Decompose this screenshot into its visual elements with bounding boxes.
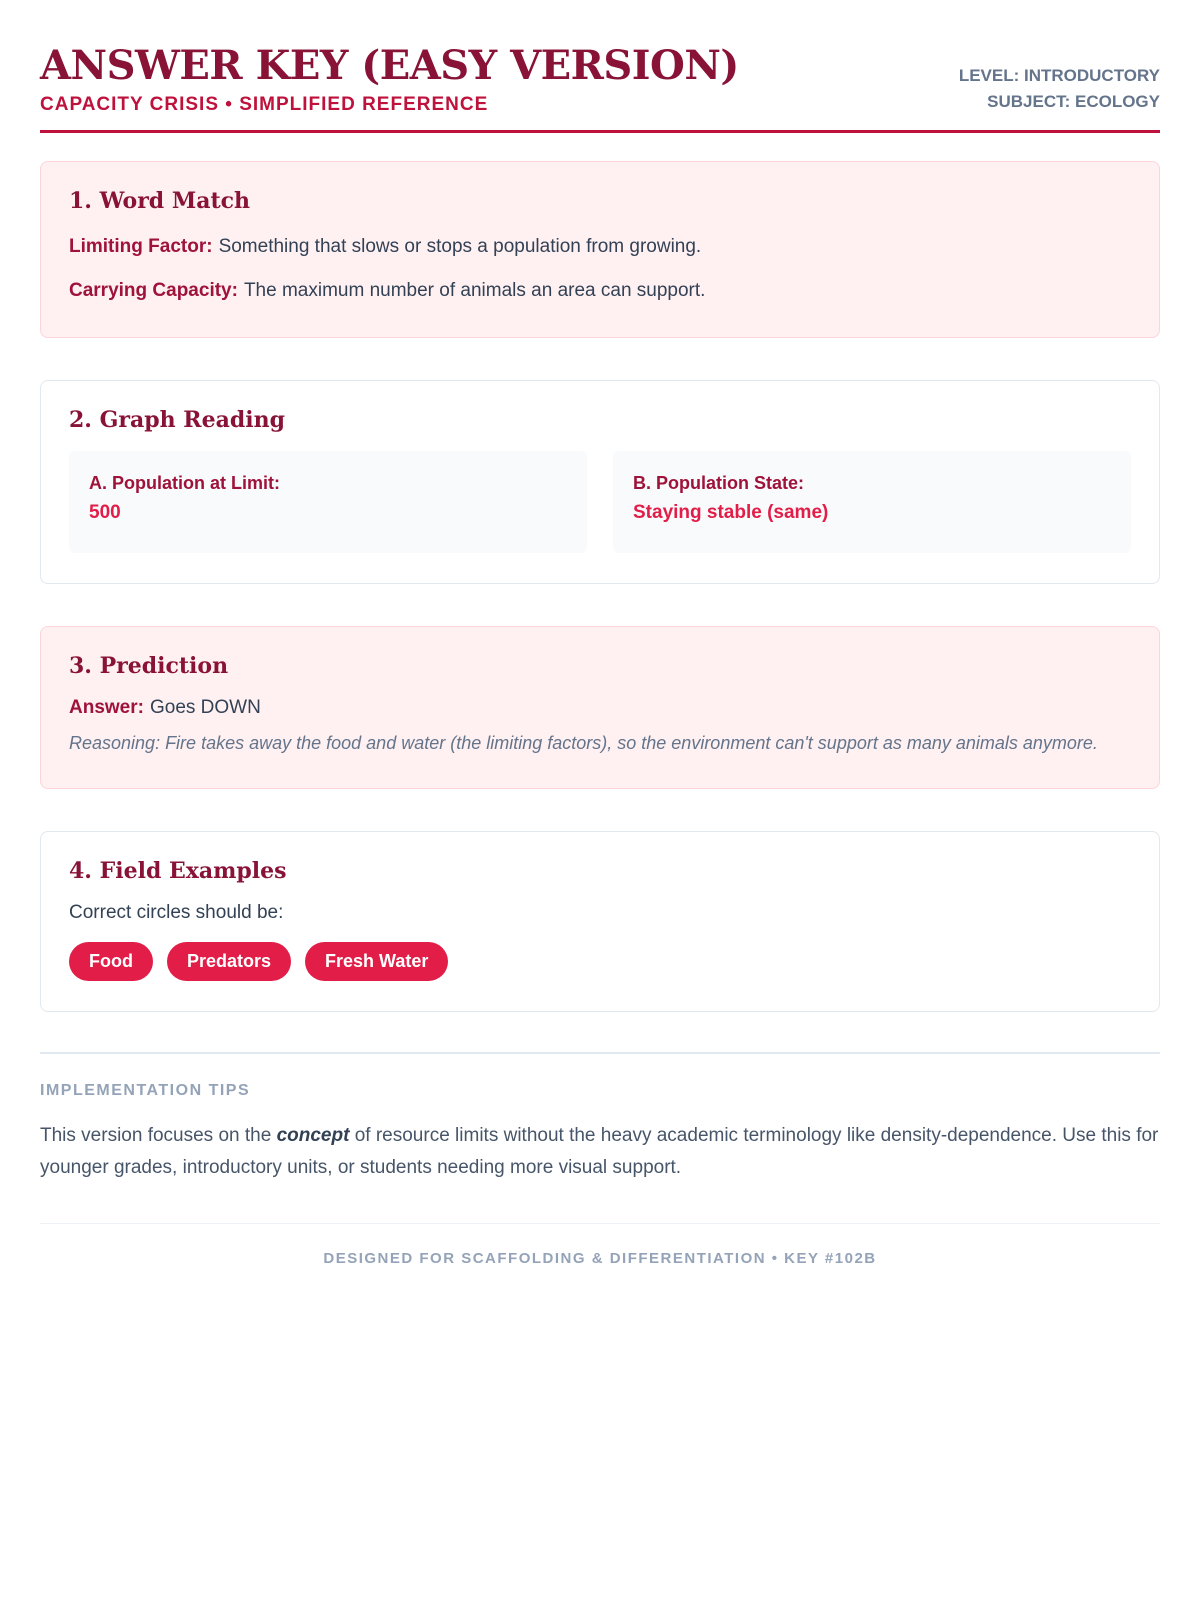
field-examples-card — [40, 831, 1160, 1012]
tips-title: IMPLEMENTATION TIPS — [40, 1082, 251, 1100]
word-match-item — [69, 232, 1131, 262]
term-label: Carrying Capacity: — [69, 280, 238, 302]
page-header — [40, 44, 1160, 133]
answer-pill-fresh-water: Fresh Water — [305, 942, 448, 981]
tips-text-before: This version focuses on the — [40, 1125, 272, 1147]
tips-text-after: of resource limits without the heavy academic terminology like density-dependence. Use this for younger grades, introductory units, or students needing more visual support. — [40, 1125, 1159, 1178]
population-state-value: Staying stable (same) — [633, 501, 829, 523]
tips-emphasis: concept — [276, 1125, 350, 1147]
header-meta — [959, 63, 1160, 116]
prediction-title: 3. Prediction — [69, 652, 229, 679]
answer-pills — [69, 942, 1131, 981]
answer-pill-food: Food — [69, 942, 153, 981]
population-limit-label: A. Population at Limit: — [89, 472, 280, 493]
page-subtitle: CAPACITY CRISIS • SIMPLIFIED REFERENCE — [40, 94, 489, 115]
page-footer: DESIGNED FOR SCAFFOLDING & DIFFERENTIATION • KEY #102B — [40, 1223, 1160, 1267]
header-left — [40, 44, 739, 116]
term-label: Limiting Factor: — [69, 236, 213, 257]
prediction-answer — [69, 697, 1131, 719]
graph-reading-title: 2. Graph Reading — [69, 406, 285, 433]
tips-text — [40, 1120, 1160, 1183]
answer-value: Goes DOWN — [149, 696, 261, 718]
field-examples-title: 4. Field Examples — [69, 858, 287, 885]
answer-pill-predators: Predators — [167, 942, 291, 981]
population-state-label: B. Population State: — [633, 472, 804, 493]
level-label: LEVEL: INTRODUCTORY — [958, 66, 1160, 85]
word-match-title: 1. Word Match — [69, 188, 251, 214]
prediction-card — [40, 626, 1160, 790]
graph-reading-card — [40, 380, 1160, 584]
term-definition: The maximum number of animals an area can support. — [243, 280, 706, 302]
answer-label: Answer: — [69, 696, 144, 718]
term-definition: Something that slows or stops a population from growing. — [218, 236, 702, 257]
subject-label: SUBJECT: ECOLOGY — [987, 91, 1160, 111]
prediction-reasoning: Reasoning: Fire takes away the food and water (the limiting factors), so the environment can't support as many animals anymore. — [69, 732, 1098, 753]
graph-reading-grid — [69, 451, 1131, 553]
implementation-tips — [40, 1052, 1160, 1183]
field-examples-intro: Correct circles should be: — [69, 902, 284, 924]
page-title: ANSWER KEY (EASY VERSION) — [40, 42, 739, 89]
population-limit-value: 500 — [89, 501, 121, 523]
word-match-card — [40, 161, 1160, 338]
population-limit-cell — [69, 451, 587, 553]
word-match-item — [69, 276, 1131, 306]
population-state-cell — [613, 451, 1131, 553]
